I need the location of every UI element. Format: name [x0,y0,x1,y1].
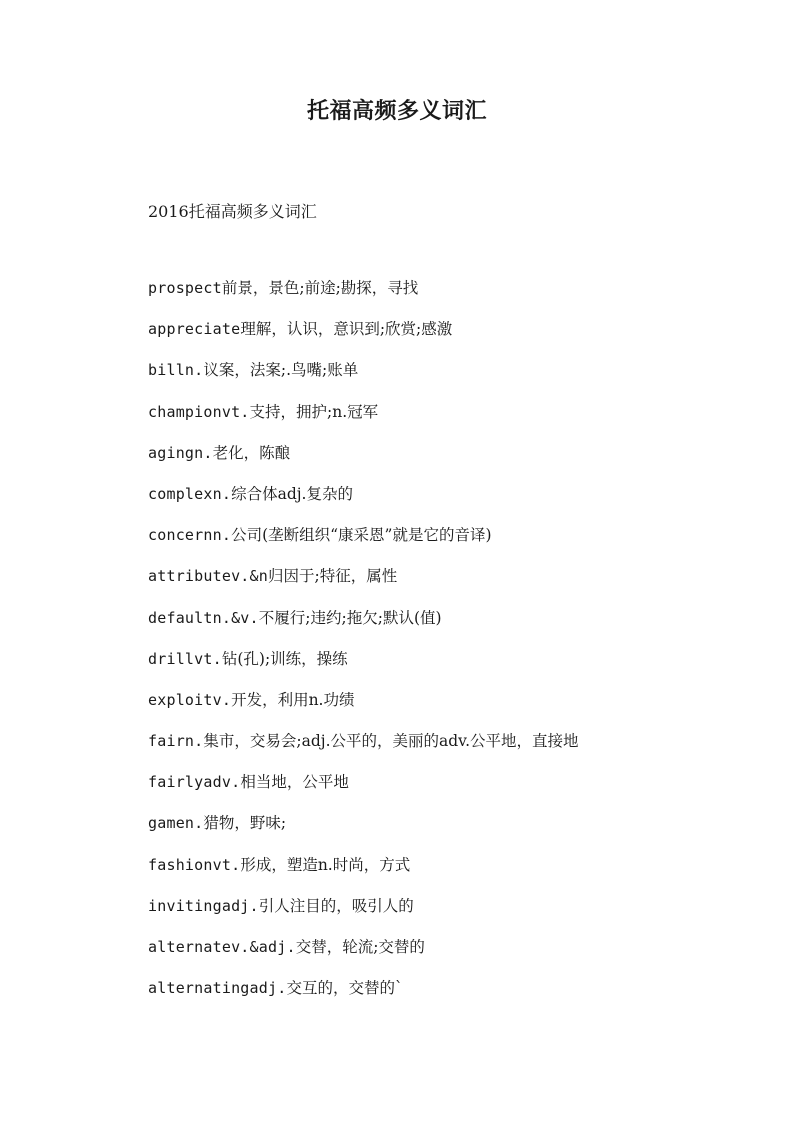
vocab-definition: 老化，陈酿 [212,443,291,462]
vocab-entry [148,770,748,811]
vocab-entry [148,482,748,523]
vocab-definition: 交替，轮流;交替的 [295,938,425,956]
vocab-word: alternatev.&adj. [148,938,296,956]
vocab-word: fairn. [148,732,204,751]
vocab-entry [148,811,748,852]
vocab-word: defaultn.&v. [148,608,259,627]
vocab-entry [148,358,748,399]
vocab-entry [148,935,748,976]
vocab-word: invitingadj. [148,896,259,915]
vocab-definition: 猎物，野味; [203,814,287,833]
vocab-definition: 开发，利用n.功绩 [231,690,355,709]
vocab-definition: 议案，法案;.鸟嘴;账单 [203,361,359,380]
vocab-entry [148,606,748,647]
vocabulary-list [148,276,748,1017]
vocab-definition: 交互的，交替的` [286,979,403,998]
vocab-entry [148,317,748,358]
vocab-entry [148,647,748,688]
vocab-definition: 不履行;违约;拖欠;默认(值) [258,608,442,627]
page-title: 托福高频多义词汇 [306,98,487,124]
vocab-definition: 形成，塑造n.时尚，方式 [240,855,411,874]
vocab-word: appreciate [148,320,241,339]
vocab-word: attributev.&n [148,567,268,586]
vocab-word: agingn. [148,443,213,462]
vocab-entry [148,276,748,317]
vocab-definition: 综合体adj.复杂的 [231,484,353,503]
vocab-word: exploitv. [148,690,232,709]
vocab-word: fairlyadv. [148,773,241,792]
vocab-definition: 前景，景色;前途;勘探，寻找 [221,279,419,297]
vocab-entry [148,400,748,441]
vocab-word: alternatingadj. [148,979,287,998]
vocab-entry [148,523,748,564]
vocab-definition: 归因于;特征，属性 [268,567,398,586]
vocab-word: complexn. [148,484,232,503]
vocab-entry [148,853,748,894]
vocab-word: prospect [148,279,222,297]
vocab-definition: 支持，拥护;n.冠军 [249,402,379,421]
vocab-entry [148,564,748,605]
vocab-entry [148,688,748,729]
vocab-entry [148,729,748,770]
vocab-entry [148,976,748,1017]
vocab-definition: 相当地，公平地 [240,773,349,792]
document-subtitle: 2016托福高频多义词汇 [148,202,317,221]
vocab-word: gamen. [148,814,204,833]
vocab-entry [148,894,748,935]
vocab-definition: 公司(垄断组织“康采恩”就是它的音译) [231,526,492,545]
vocab-definition: 钻(孔);训练，操练 [221,649,348,668]
vocab-word: championvt. [148,402,250,421]
vocab-definition: 引人注目的，吸引人的 [258,896,414,915]
vocab-word: concernn. [148,526,232,545]
vocab-entry [148,441,748,482]
vocab-definition: 理解，认识，意识到;欣赏;感激 [240,320,453,339]
vocab-definition: 集市，交易会;adj.公平的，美丽的adv.公平地，直接地 [203,732,579,751]
vocab-word: billn. [148,361,204,380]
vocab-word: fashionvt. [148,855,241,874]
vocab-word: drillvt. [148,649,222,668]
